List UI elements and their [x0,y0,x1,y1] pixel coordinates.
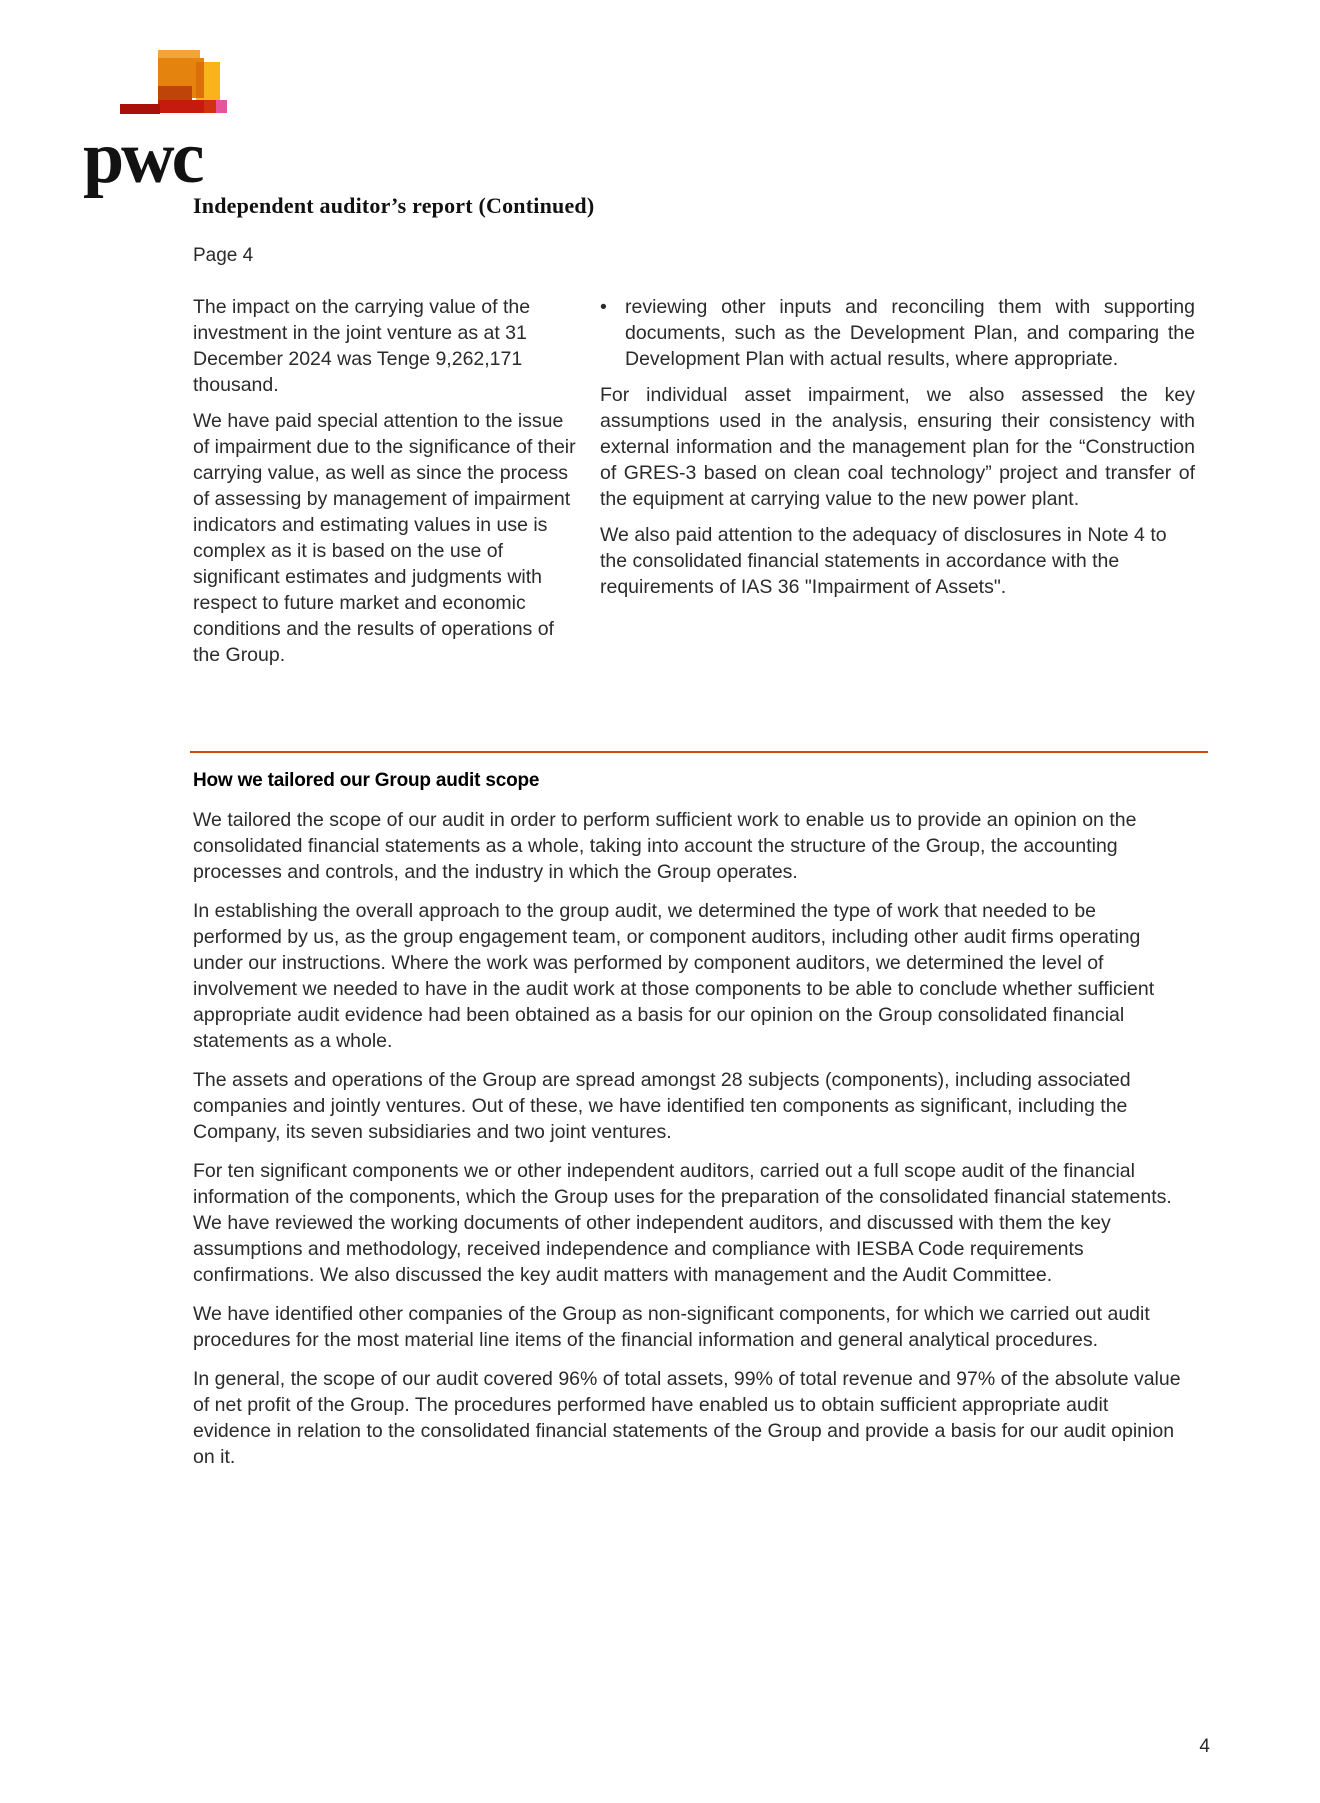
paragraph: For individual asset impairment, we also assessed the key assumptions used in the analysis, ensuring their consistency with external information and the management plan for the “Construction of GRES-3 based on clean coal technology” project and transfer of the equipment at carrying value to the new power plant. [600,384,1195,510]
paragraph: We tailored the scope of our audit in order to perform sufficient work to enable us to provide an opinion on the consolidated financial statements as a whole, taking into account the structure of the Group, the accounting processes and controls, and the industry in which the Group operates. [193,809,1137,883]
report-title: Independent auditor’s report (Continued) [193,193,595,218]
paragraph: We have identified other companies of the Group as non-significant components, for which we carried out audit procedures for the most material line items of the financial information and general analytical procedures. [193,1303,1150,1351]
paragraph: In general, the scope of our audit covered 96% of total assets, 99% of total revenue and 97% of the absolute value of net profit of the Group. The procedures performed have enabled us to obtain sufficient appropriate audit evidence in relation to the consolidated financial statements of the Group and provide a basis for our audit opinion on it. [193,1368,1181,1468]
paragraph: The impact on the carrying value of the investment in the joint venture as at 31 December 2024 was Tenge 9,262,171 thousand. [193,296,531,396]
paragraph: We have paid special attention to the issue of impairment due to the significance of their carrying value, as well as since the process of assessing by management of impairment indicators and estimating values in use is complex as it is based on the use of significant estimates and judgments with respect to future market and economic conditions and the results of operations of the Group. [193,410,576,666]
paragraph: The assets and operations of the Group are spread amongst 28 subjects (components), including associated companies and jointly ventures. Out of these, we have identified ten components as significant, including the Company, its seven subsidiaries and two joint ventures. [193,1069,1131,1143]
bullet-icon: • [600,296,607,318]
key-audit-matter-left-column [193,294,585,678]
logo-block-overlap [196,62,204,98]
section-divider [190,751,1208,753]
page-label: Page 4 [193,245,254,266]
key-audit-matter-right-column [600,294,1195,678]
paragraph: We also paid attention to the adequacy of disclosures in Note 4 to the consolidated financial statements in accordance with the requirements of IAS 36 "Impairment of Assets". [600,524,1167,598]
paragraph: reviewing other inputs and reconciling them with supporting documents, such as the Development Plan, and comparing the Development Plan with actual results, where appropriate. [625,296,1195,370]
key-audit-matter-columns [193,294,1195,678]
paragraph: In establishing the overall approach to the group audit, we determined the type of work that needed to be performed by us, as the group engagement team, or component auditors, including other audit firms operating under our instructions. Where the work was performed by component auditors, we determined the level of involvement we needed to have in the audit work at those components to be able to conclude whether sufficient appropriate audit evidence had been obtained as a basis for our opinion on the Group consolidated financial statements as a whole. [193,900,1155,1052]
pwc-logo [83,46,243,199]
logo-block-pink [216,100,227,113]
pwc-wordmark: pwc [83,117,202,199]
section-heading: How we tailored our Group audit scope [193,770,540,791]
bullet-item [600,294,1195,372]
group-audit-scope-section [193,770,1185,1483]
paragraph: For ten significant components we or other independent auditors, carried out a full scope audit of the financial information of the components, which the Group uses for the preparation of the consolidated financial statements. We have reviewed the working documents of other independent auditors, and discussed with them the key assumptions and methodology, received independence and compliance with IESBA Code requirements confirmations. We also discussed the key audit matters with management and the Audit Committee. [193,1160,1172,1286]
logo-block-red-right [204,100,216,113]
page-number: 4 [1199,1736,1210,1757]
